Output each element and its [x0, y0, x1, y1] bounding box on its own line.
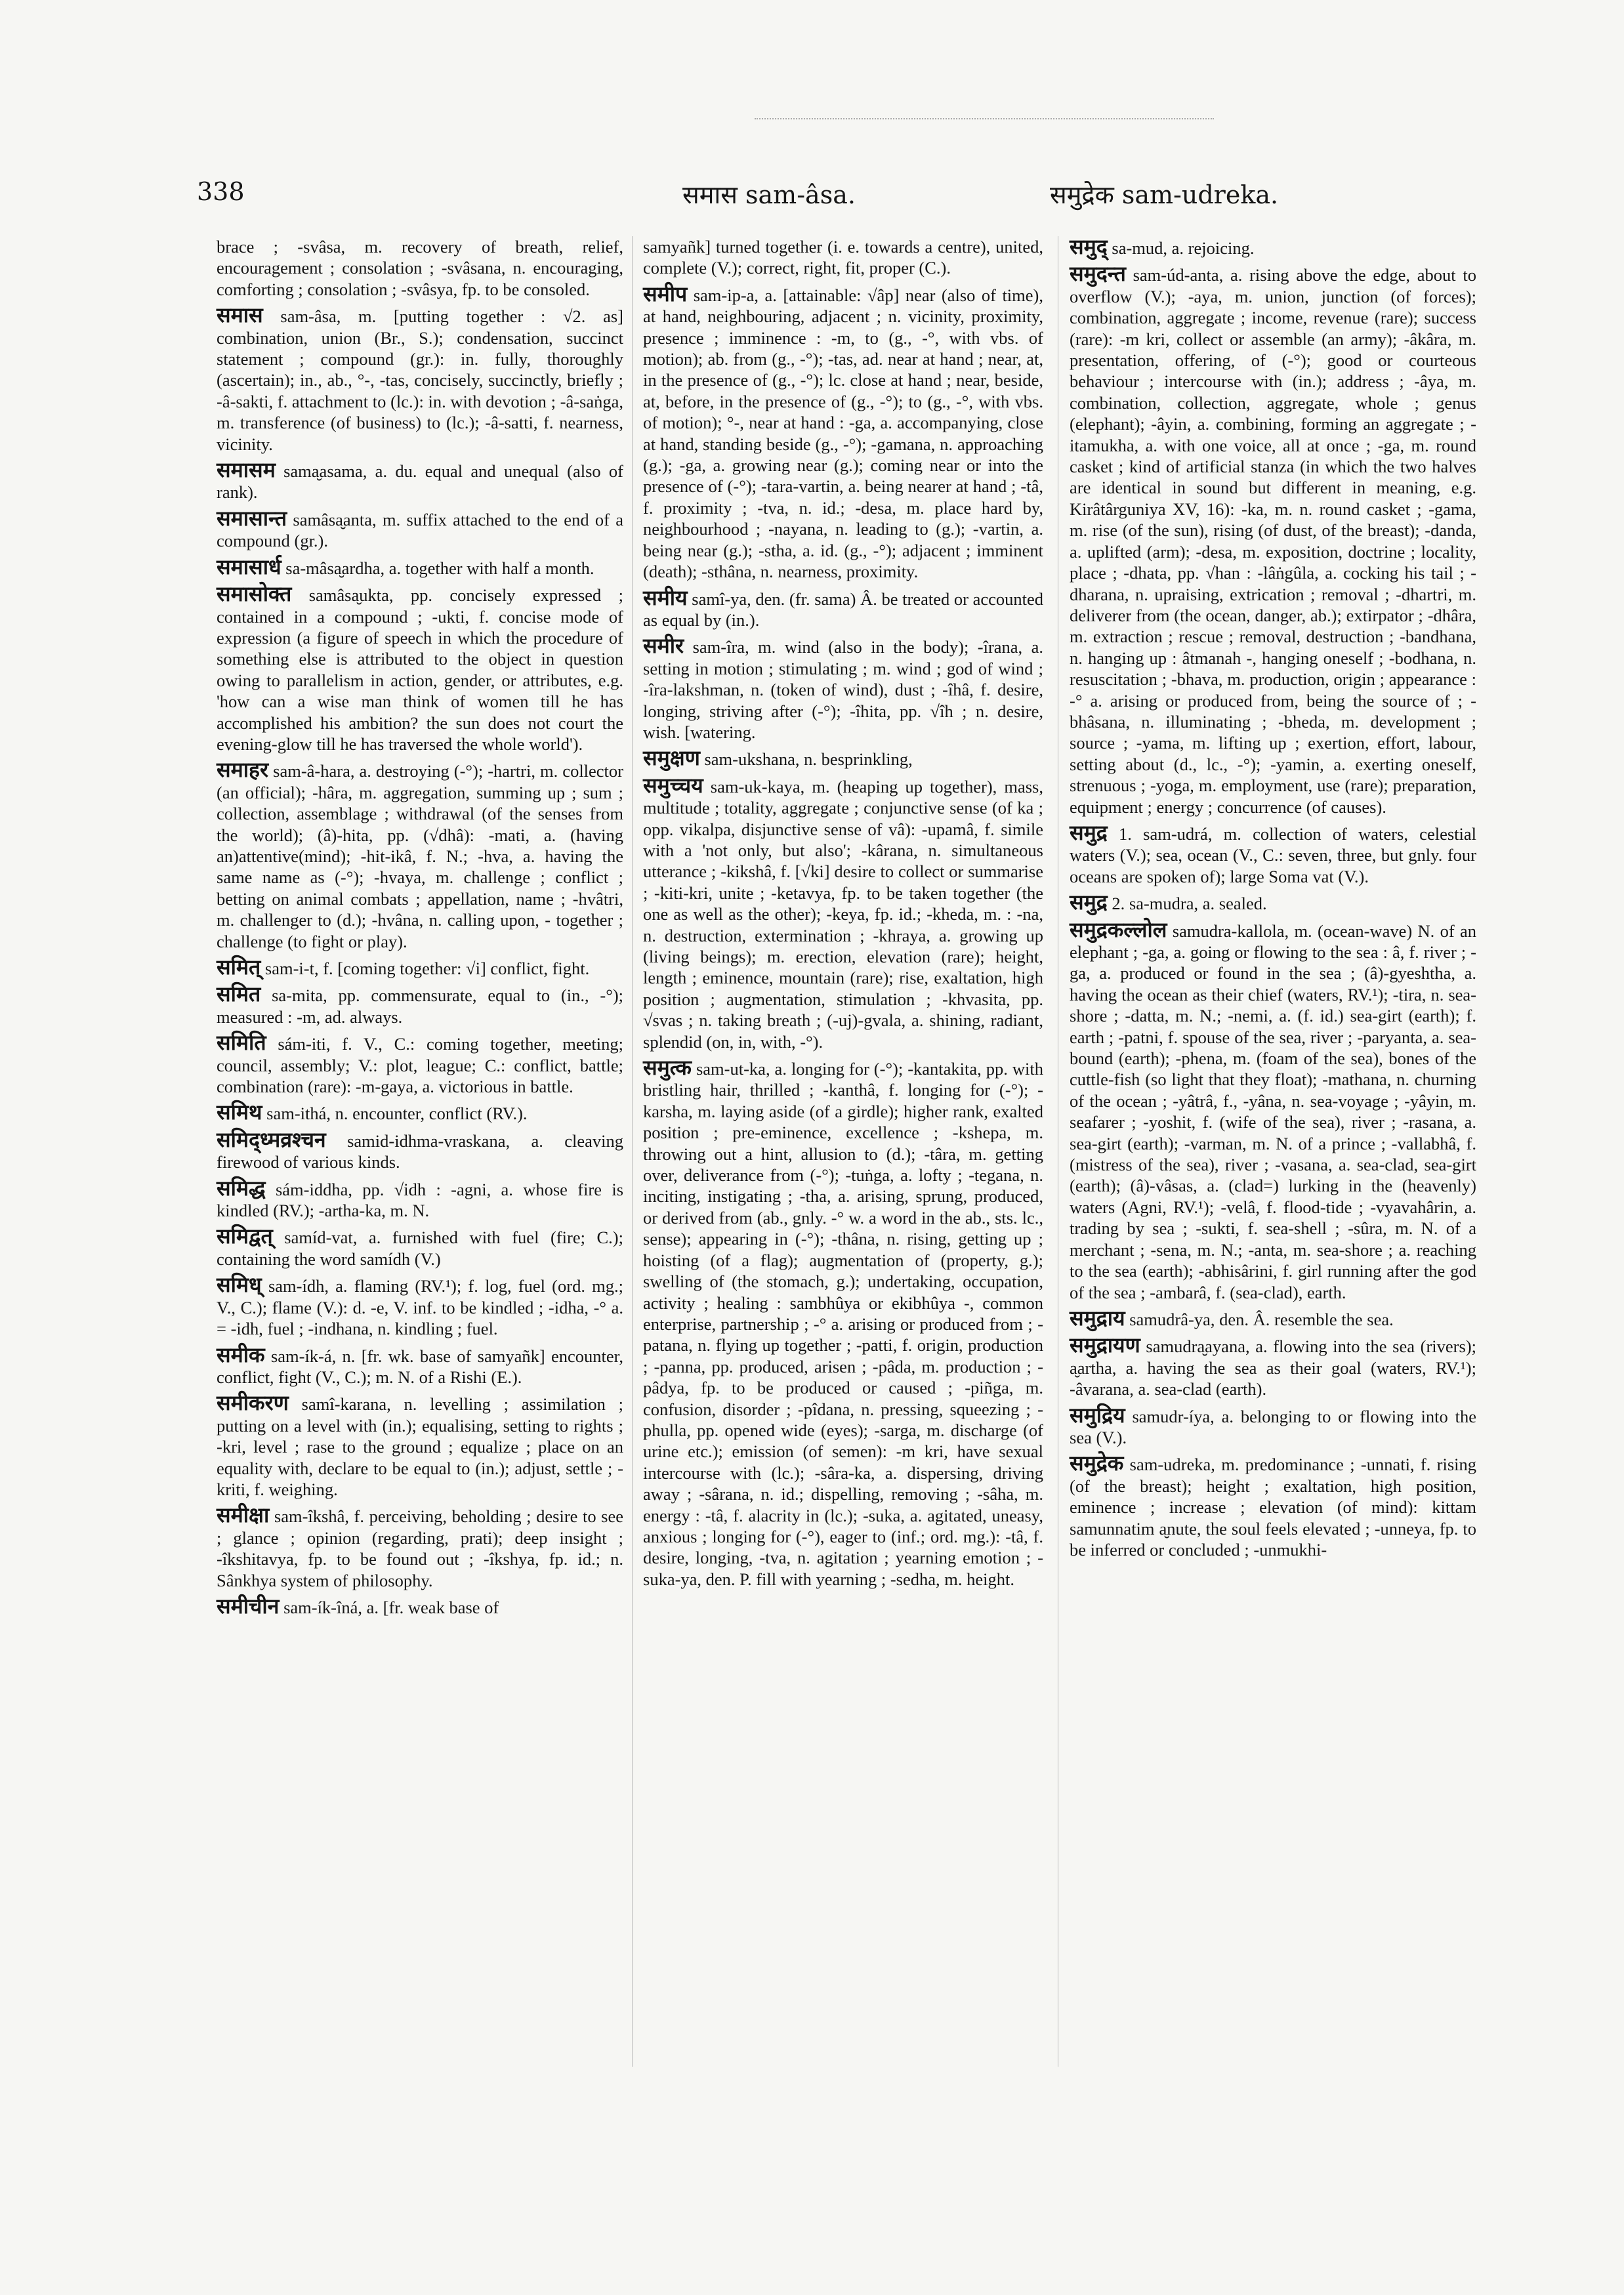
entry-definition: sam-ithá, n. encounter, conflict (RV.). [266, 1104, 528, 1124]
dictionary-entry [217, 759, 623, 952]
entry-headword: समीचीन [217, 1593, 280, 1619]
entry-definition: sam-â-hara, a. destroying (-°); -hartri, m. collector (an official); -hâra, m. aggregation, summing up ; sum ; collection, assemblage ; withdrawal (of the senses from the world); (â)-hita, pp. (√dhâ): -mati, a. (having an)attentive(mind); -hit-ikâ, f. N.; -hva, a. having the same name as (-°); -hvaya, m. challenge ; conflict ; betting on animal combats ; appellation, name ; -hvâtri, m. challenger to (d.); -hvâna, n. calling upon, - together ; challenge (to fight or play). [217, 761, 623, 951]
entry-headword: समीर [643, 633, 684, 659]
dictionary-entry [217, 236, 623, 300]
entry-definition: sam-ík-îná, a. [fr. weak base of [283, 1597, 499, 1617]
entry-headword: समासार्ध [217, 554, 281, 579]
dictionary-entry [217, 505, 624, 552]
entry-definition: sam-úd-anta, a. rising above the edge, about to overflow (V.); -aya, m. union, junction (of forces); combination, aggregate ; income, revenue (rare); success (rare): -m kri, collect or assemble (an army); -âkâra, m. presentation, offering, of (-°); good or courteous behaviour ; intercourse with (in.); address ; -âya, m. combination, collection, aggregate, whole ; genus (elephant); -âyin, a. combining, forming an aggregate ; -itamukha, a. with one voice, all at once ; -ga, m. round casket ; kind of artificial stanza (in which the two halves are identical in sound but different in meaning, e.g. Kirâtârguniya XV, 16): -ka, m. n. round casket ; -gama, m. rise (of the sun), rising (of dust, of the breast); -danda, a. uplifted (arm); -desa, m. exposition, doctrine ; locality, place ; -dhata, pp. √han : -lâṅgûla, a. cocking his tail ; -dharana, n. upraising, extrication ; removal ; -dhartri, m. deliverer from (the ocean, danger, ab.); extirpator ; -dhâra, m. extraction ; rescue ; removal, destruction ; -bandhana, n. hanging up : âtmanah -, hanging oneself ; -bodhana, n. resuscitation ; -bhava, m. production, origin ; appearance : -° a. arising or produced from, being the source of ; -bhâsana, n. illuminating ; -bheda, m. development ; source ; -yama, m. lifting up ; exertion, effort, labour, setting about (d., lc., -°); -yamin, a. exerting oneself, strenuous ; -yoga, m. employment, use (rare); preparation, equipment ; energy ; concurrence (of causes). [1070, 265, 1476, 817]
entry-headword: समुक्षण [643, 745, 700, 771]
entry-headword: समुद् [1070, 234, 1108, 259]
entry-definition: samyañk] turned together (i. e. towards a centre), united, complete (V.); correct, right, fit, proper (C.). [643, 237, 1043, 278]
column-2 [643, 236, 1043, 1594]
entry-definition: sam-ídh, a. flaming (RV.¹); f. log, fuel (ord. mg.; V., C.); flame (V.): d. -e, V. inf. to be kindled ; -idha, -° a. = -idh, fuel ; -indhana, n. kindling ; fuel. [217, 1276, 623, 1339]
entry-headword: समास [217, 302, 263, 328]
entry-definition: samudrâ-ya, den. Â. resemble the sea. [1129, 1309, 1394, 1329]
dictionary-entry [1070, 263, 1476, 817]
entry-definition: samâsa̮ukta, pp. concisely expressed ; contained in a compound ; -ukti, f. concise mode of expression (a figure of speech in which the procedure of something else is attributed to the object in question owing to parallelism in action, gender, or attributes, e.g. 'how can a wise man think of women till he has accomplished his ambition? the sun does not court the evening-glow till he has traversed the whole world'). [217, 585, 623, 754]
entry-definition: samíd-vat, a. furnished with fuel (fire; C.); containing the word samídh (V.) [217, 1228, 623, 1269]
entry-definition: sama̮asama, a. du. equal and unequal (also of rank). [217, 461, 623, 503]
entry-headword: समुद्र [1070, 890, 1108, 915]
entry-headword: समिद्ध [217, 1175, 266, 1201]
entry-headword: समिद्ध्मव्रश्चन [217, 1127, 326, 1152]
entry-headword: समुत्क [643, 1055, 692, 1081]
page-number: 338 [197, 177, 245, 206]
dictionary-entry [643, 635, 1043, 743]
dictionary-entry [1070, 1305, 1476, 1331]
entry-definition: sam-ut-ka, a. longing for (-°); -kantakita, pp. with bristling hair, thrilled ; -kanthâ, f. longing for (-°); -karsha, m. laying aside (of a girdle); higher rank, exalted position ; pre-eminence, excellence ; -kshepa, m. throwing out a hint, allusion to (d.); -târa, m. getting over, deliverance from (-°); -tuṅga, a. lofty ; -tegana, n. inciting, instigating ; -tha, a. arising, sprung, produced, or derived from (ab., gnly. -° w. a word in the ab., sts. lc., sense); appearing in (-°); -thâna, n. rising, getting up ; hoisting (of a flag); augmentation of (property, g.); swelling of (the stomach, g.); undertaking, occupation, activity ; healing : sambhûya or ekibhûya -, common enterprise, partnership ; -° a. arising or produced from ; -patana, n. flying up together ; -patti, f. origin, production ; -panna, pp. produced, arisen ; -pâda, m. production ; -pâdya, fp. to be produced or caused ; -piñga, m. confusion, disorder ; -pîdana, n. pressing, squeezing ; -phulla, pp. opened wide (eyes); -sarga, m. discharge (of urine etc.); emission (of semen): -m kri, have sexual intercourse with (lc.); -sâra-ka, a. dispersing, driving away ; -sârana, n. id.; dispelling, removing ; -sâha, m. energy : -tâ, f. alacrity in (lc.); -suka, a. agitated, uneasy, anxious ; longing for (-°), eager to (inf.; ord. mg.): -tâ, f. desire, longing, -tva, n. agitation ; yearning emotion ; -suka-ya, den. P. fill with yearning ; -sedha, m. height. [643, 1059, 1044, 1589]
entry-headword: समुद्रिय [1070, 1402, 1125, 1428]
entry-headword: समासम [217, 457, 276, 483]
entry-headword: समासोक्त [217, 581, 292, 607]
entry-headword: समुद्रायण [1070, 1333, 1140, 1358]
entry-definition: 1. sam-udrá, m. collection of waters, celestial waters (V.); sea, ocean (V., C.: seven, three, but gnly. four oceans are spoken of); large Soma vat (V.). [1070, 823, 1476, 886]
entry-definition: sam-ip-a, a. [attainable: √âp] near (also of time), at hand, neighbouring, adjacent ; n. vicinity, proximity, presence ; imminence : -m, to (g., -°, with vbs. of motion); ab. from (g., -°); -tas, ad. near at hand ; near, at, in the presence of (g., -°); lc. close at hand ; near, beside, at, before, in the presence of (g., -°); to (g., -°, with vbs. of motion); °-, near at hand : -ga, a. accompanying, close at hand, standing beside (g., -°); -gamana, n. approaching (g.); -ga, a. growing near (g.); coming near or into the presence of (-°); -tara-vartin, a. being nearer at hand ; -tâ, f. proximity ; -tva, n. id.; -desa, m. place hard by, neighbourhood ; -nayana, n. leading to (g.); -vartin, a. being near (g.); -stha, a. id. (g., -°); adjacent ; imminent (death); -sthâna, n. nearness, proximity. [643, 285, 1043, 582]
dictionary-entry [643, 1057, 1043, 1590]
entry-headword: समुच्चय [643, 772, 703, 798]
dictionary-entry [643, 747, 1043, 770]
entry-definition: brace ; -svâsa, m. recovery of breath, relief, encouragement ; consolation ; -svâsana, n. encouraging, comforting ; consolation ; -svâsya, fp. to be consoled. [217, 237, 623, 299]
dictionary-entry [1070, 1453, 1476, 1560]
top-dotted-rule [755, 118, 1214, 119]
entry-headword: समासान्त [217, 505, 287, 531]
dictionary-entry [217, 583, 623, 755]
dictionary-entry [217, 1175, 624, 1222]
dictionary-entry [1070, 236, 1476, 258]
right-guide-word: समुद्रेक sam-udreka. [1050, 180, 1279, 209]
dictionary-entry [217, 957, 623, 979]
dictionary-entry [217, 1102, 623, 1124]
dictionary-entry [217, 983, 623, 1027]
entry-headword: समित् [217, 955, 261, 980]
dictionary-entry [1070, 1334, 1476, 1399]
entry-definition: samid-idhma-vraskana, a. cleaving firewood of various kinds. [217, 1130, 623, 1172]
entry-definition: sa-mud, a. rejoicing. [1112, 238, 1255, 258]
dictionary-entry [217, 1226, 623, 1270]
entry-definition: samî-ya, den. (fr. sama) Â. be treated or accounted as equal by (in.). [643, 589, 1044, 630]
entry-definition: samudra-kallola, m. (ocean-wave) N. of an elephant ; -ga, a. going or flowing to the sea : â, f. river ; -ga, a. produced or found in the sea ; (â)-gyeshtha, a. having the ocean as their chief (waters, RV.¹); -tira, n. sea-shore ; -datta, m. N.; -nemi, a. (f. id.) sea-girt (earth); f. earth ; -patni, f. spouse of the sea, river ; -paryanta, a. sea-bound (earth); -phena, m. (foam of the sea), bones of the cuttle-fish (so light that they float); -mathana, n. churning of the ocean ; -yâtrâ, f., -yâna, n. sea-voyage ; -yâyin, m. seafarer ; -yoshit, f. (wife of the sea), river ; -rasana, a. sea-girt (earth); -varman, m. N. of a prince ; -vallabhâ, f. (mistress of the sea), river ; -vasana, a. sea-clad, sea-girt (earth); (â)-vâsas, a. (clad=) lurking in the (heavenly) waters (Agni, RV.¹); -velâ, f. flood-tide ; -vyavahârin, a. trading by sea ; -sukti, f. sea-shell ; -sûra, m. N. of a merchant ; -sena, m. N.; -anta, m. sea-shore ; a. reaching to the sea (earth); -abhisârini, f. girl running after the god of the sea ; -ambarâ, f. (sea-clad), earth. [1070, 920, 1477, 1302]
entry-definition: samudr-íya, a. belonging to or flowing into the sea (V.). [1070, 1406, 1476, 1447]
entry-headword: समुद्र [1070, 819, 1108, 845]
entry-headword: समुद्राय [1070, 1305, 1125, 1331]
dictionary-entry [1070, 819, 1476, 887]
dictionary-entry [643, 772, 1043, 1052]
column-3 [1070, 236, 1476, 1565]
dictionary-entry [1070, 1402, 1476, 1449]
entry-definition: samî-karana, n. levelling ; assimilation ; putting on a level with (in.); equalising, setting to rights ; -kri, level ; rase to the ground ; equalize ; place on an equality with, declare to be equal to (in.); adjust, settle ; -kriti, f. weighing. [217, 1394, 624, 1499]
dictionary-entry [217, 1274, 623, 1339]
dictionary-entry [217, 1129, 623, 1173]
entry-headword: समुद्रेक [1070, 1451, 1124, 1476]
entry-headword: समीक [217, 1342, 265, 1367]
entry-definition: sa-mâsa̮ardha, a. together with half a month. [285, 558, 594, 578]
entry-headword: समुदन्त [1070, 261, 1126, 287]
entry-headword: समिद्वत् [217, 1224, 273, 1249]
entry-headword: समिध् [217, 1272, 262, 1298]
running-header [197, 177, 1444, 219]
entry-definition: sam-îkshâ, f. perceiving, beholding ; desire to see ; glance ; opinion (regarding, prati); deep insight ; -îkshitavya, fp. to be found out ; -îkshya, fp. id.; n. Sânkhya system of philosophy. [217, 1506, 624, 1590]
dictionary-entry [217, 1392, 623, 1500]
dictionary-entry [643, 283, 1043, 583]
entry-definition: sam-âsa, m. [putting together : √2. as] combination, union (Br., S.); condensation, succinct statement ; compound (gr.): in. fully, thoroughly (ascertain); in., ab., °-, -tas, concisely, succinctly, briefly ; -â-sakti, f. attachment to (lc.): in. with devotion ; -â-saṅga, m. transference (of business) to (lc.); -â-satti, f. nearness, vicinity. [217, 306, 623, 454]
column-1 [217, 236, 623, 1623]
entry-headword: समीय [643, 585, 688, 610]
dictionary-entry [643, 236, 1043, 279]
dictionary-entry [643, 587, 1043, 631]
entry-definition: sam-ík-á, n. [fr. wk. base of samyañk] encounter, conflict, fight (V., C.); m. N. of a Rishi (E.). [217, 1346, 624, 1387]
dictionary-entry [217, 1504, 623, 1591]
entry-definition: samâsa̮anta, m. suffix attached to the end of a compound (gr.). [217, 509, 624, 551]
dictionary-entry [217, 1344, 623, 1388]
dictionary-entry [1070, 892, 1476, 914]
entry-headword: समीप [643, 281, 688, 306]
entry-definition: sam-udreka, m. predominance ; -unnati, f. rising (of the breast); height ; exaltation, high position, eminence ; increase ; elevation (of mind): kittam samunnatim a̮nute, the soul feels elevated ; -unneya, fp. to be inferred or concluded ; -unmukhi- [1070, 1455, 1477, 1560]
entry-definition: 2. sa-mudra, a. sealed. [1112, 894, 1267, 914]
dictionary-entry [217, 1032, 623, 1097]
entry-headword: समिथ [217, 1100, 262, 1125]
entry-headword: समित [217, 982, 261, 1007]
entry-headword: समाहर [217, 757, 269, 783]
entry-definition: sam-îra, m. wind (also in the body); -îrana, a. setting in motion ; stimulating ; m. wind ; god of wind ; -îra-lakshman, n. (token of wind), dust ; -îhâ, f. desire, longing, striving after (-°); -îhita, pp. √îh ; n. desire, wish. [watering. [643, 637, 1044, 742]
entry-headword: समीक्षा [217, 1502, 270, 1528]
entry-headword: समीकरण [217, 1390, 289, 1416]
entry-headword: समिति [217, 1030, 266, 1056]
dictionary-entry [217, 304, 623, 455]
dictionary-entry [217, 459, 623, 503]
dictionary-entry [217, 1593, 623, 1619]
entry-definition: sám-iti, f. V., C.: coming together, meeting; council, assembly; V.: plot, league; C.: conflict, battle; combination (rare): -m-gaya, a. victorious in battle. [217, 1034, 624, 1097]
entry-definition: sam-uk-kaya, m. (heaping up together), mass, multitude ; totality, aggregate ; conjunctive sense (of ka ; opp. vikalpa, disjunctive sense of vâ): -upamâ, f. simile with a 'not only, but also'; -kârana, n. simultaneous utterance ; -kikshâ, f. [√ki] desire to collect or summarise ; -kiti-kri, unite ; -ketavya, fp. to be taken together (the one as well as the other); -keya, fp. id.; -kheda, m. : -na, n. destruction, extermination ; -khraya, a. growing up (living beings); m. erection, elevation (rare); height, length ; eminence, mountain (rare); rise, exaltation, high position ; augmentation, stimulation ; -khvasita, pp. √svas ; n. taking breath ; (-uj)-gvala, a. shining, radiant, splendid (on, in, with, -°). [643, 776, 1043, 1052]
entry-definition: sám-iddha, pp. √idh : -agni, a. whose fire is kindled (RV.); -artha-ka, m. N. [217, 1179, 624, 1221]
column-divider [632, 236, 633, 2067]
left-guide-word: समास sam-âsa. [682, 180, 856, 209]
entry-definition: sa-mita, pp. commensurate, equal to (in., -°); measured : -m, ad. always. [217, 985, 624, 1027]
entry-headword: समुद्रकल्लोल [1070, 917, 1167, 942]
dictionary-entry [1070, 919, 1476, 1303]
entry-definition: samudra̮ayana, a. flowing into the sea (rivers); a̮artha, a. having the sea as their goal (waters, RV.¹); -âvarana, a. sea-clad (earth). [1070, 1336, 1477, 1399]
entry-definition: sam-ukshana, n. besprinkling, [704, 749, 913, 770]
entry-definition: sam-i-t, f. [coming together: √i] conflict, fight. [264, 959, 590, 978]
dictionary-entry [217, 556, 623, 579]
